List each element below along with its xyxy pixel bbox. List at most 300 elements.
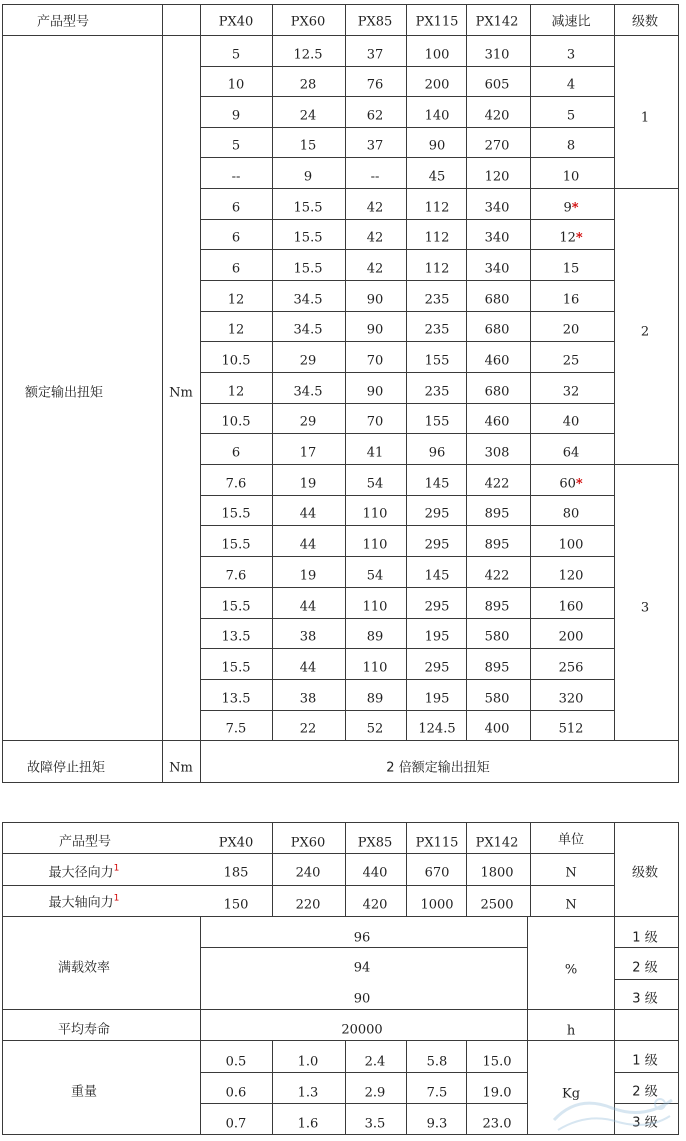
table-rule — [272, 885, 273, 917]
table-rule — [466, 157, 467, 189]
torque-value-text: 200 — [424, 77, 450, 93]
table-rule — [2, 4, 679, 5]
torque-value-text: 400 — [484, 721, 510, 737]
table-rule — [406, 433, 407, 465]
star-marker: * — [575, 230, 583, 246]
table-rule — [406, 648, 407, 680]
torque-value-text: 12 — [227, 384, 245, 400]
torque-value-text: 460 — [484, 414, 510, 430]
table-rule — [614, 587, 615, 619]
efficiency-stage — [632, 962, 657, 975]
torque-value — [222, 355, 251, 368]
table-rule — [466, 127, 467, 158]
table-rule — [345, 35, 346, 67]
torque-value — [367, 140, 384, 153]
torque-value-text: 6 — [231, 230, 241, 246]
weight-value-text: 7.5 — [426, 1085, 448, 1101]
weight-value-text: 0.5 — [225, 1054, 247, 1070]
torque-value — [300, 539, 317, 552]
table-rule — [466, 525, 467, 557]
table-rule — [406, 341, 407, 373]
table-rule — [530, 618, 531, 649]
ratio-value — [559, 570, 584, 583]
torque-value — [425, 601, 450, 614]
header-model — [219, 16, 254, 29]
table-rule — [200, 710, 615, 711]
table-rule — [406, 525, 407, 557]
torque-value — [232, 232, 240, 245]
table-rule — [466, 885, 467, 917]
table-rule — [406, 495, 407, 526]
table-rule — [272, 311, 273, 342]
table-rule — [406, 249, 407, 281]
torque-value-text: 460 — [484, 353, 510, 369]
rated-torque-label-text: 额定输出扭矩 — [24, 385, 104, 401]
table-rule — [345, 495, 346, 526]
header-model-text: PX60 — [290, 14, 326, 30]
torque-value — [425, 631, 450, 644]
header-model-text: PX142 — [475, 14, 519, 30]
torque-value — [367, 232, 384, 245]
table-rule — [272, 587, 273, 619]
lifetime-label — [58, 1024, 110, 1037]
table-rule — [272, 853, 273, 886]
ratio-value — [559, 631, 584, 644]
table-rule — [466, 219, 467, 250]
torque-value-text: 15 — [299, 138, 317, 154]
bottom-header-model — [291, 837, 326, 850]
ratio-value — [559, 723, 584, 736]
torque-value — [300, 478, 317, 491]
table-rule — [406, 311, 407, 342]
table-rule — [530, 822, 531, 854]
table-rule — [530, 679, 531, 711]
radial-force-value — [363, 867, 388, 880]
efficiency-unit-text: % — [564, 962, 578, 978]
torque-value — [367, 693, 384, 706]
torque-value-text: 120 — [484, 169, 510, 185]
table-rule — [530, 4, 531, 36]
torque-value-text: 422 — [484, 476, 510, 492]
table-rule — [614, 979, 679, 980]
lifetime-unit — [567, 1025, 575, 1038]
table-rule — [406, 127, 407, 158]
axial-force-label — [48, 893, 120, 911]
torque-value — [425, 355, 450, 368]
torque-value — [367, 631, 384, 644]
table-rule — [466, 710, 467, 741]
torque-value-text: 44 — [299, 506, 317, 522]
axial-force-value-text: 1000 — [420, 897, 454, 913]
torque-value-text: 15.5 — [293, 261, 323, 277]
table-rule — [406, 4, 407, 36]
torque-value — [294, 294, 323, 307]
table-rule — [162, 740, 163, 783]
torque-value — [425, 386, 450, 399]
torque-value-text: 45 — [428, 169, 446, 185]
table-rule — [530, 311, 531, 342]
torque-value-text: 70 — [366, 414, 384, 430]
torque-value — [363, 508, 388, 521]
efficiency-value-text: 90 — [353, 991, 371, 1007]
torque-value-text: 10.5 — [221, 353, 251, 369]
axial-force-value — [480, 899, 513, 912]
torque-value — [232, 140, 240, 153]
table-rule — [272, 219, 273, 250]
table-rule — [2, 822, 679, 823]
radial-force-label — [48, 863, 120, 881]
bottom-header-model-text: PX142 — [475, 835, 519, 851]
torque-value-text: 52 — [366, 721, 384, 737]
footnote-marker: 1 — [113, 893, 120, 904]
table-rule — [466, 587, 467, 619]
torque-value-text: 110 — [362, 506, 388, 522]
weight-value-text: 23.0 — [482, 1116, 512, 1132]
emergency-stop-label-text: 故障停止扭矩 — [26, 760, 106, 776]
torque-value-text: 895 — [484, 537, 510, 553]
ratio-value-text: 10 — [562, 169, 580, 185]
torque-value-text: -- — [231, 169, 241, 185]
radial-force-value-text: 185 — [223, 865, 249, 881]
efficiency-label-text: 满载效率 — [57, 960, 111, 976]
table-rule — [530, 710, 531, 741]
torque-value-text: 12.5 — [293, 47, 323, 63]
torque-value — [232, 171, 241, 184]
torque-value-text: 41 — [366, 445, 384, 461]
ratio-value — [563, 202, 578, 215]
ratio-value-text: 16 — [562, 292, 580, 308]
torque-value-text: 62 — [366, 108, 384, 124]
table-rule — [200, 4, 201, 36]
torque-value — [232, 447, 240, 460]
bottom-header-model — [219, 837, 254, 850]
torque-value — [367, 355, 384, 368]
bottom-header-unit-text: 单位 — [557, 832, 585, 848]
table-rule — [614, 464, 679, 465]
table-rule — [406, 710, 407, 741]
torque-value-text: 37 — [366, 138, 384, 154]
lifetime-value — [341, 1024, 382, 1037]
torque-value — [222, 662, 251, 675]
table-rule — [466, 35, 467, 67]
radial-force-value-text: 240 — [295, 865, 321, 881]
torque-value — [222, 508, 251, 521]
ratio-value-text: 120 — [558, 568, 584, 584]
table-rule — [272, 157, 273, 189]
table-rule — [272, 403, 273, 434]
torque-value — [222, 416, 251, 429]
ratio-value — [563, 386, 580, 399]
table-rule — [530, 341, 531, 373]
torque-value — [294, 324, 323, 337]
torque-value-text: 895 — [484, 506, 510, 522]
ratio-value-text: 4 — [566, 77, 576, 93]
axial-force-value — [224, 899, 249, 912]
table-rule — [345, 127, 346, 158]
header-model-text: PX40 — [218, 14, 254, 30]
torque-value-text: 17 — [299, 445, 317, 461]
table-rule — [200, 1040, 201, 1135]
torque-value-text: 38 — [299, 691, 317, 707]
efficiency-stage — [632, 993, 657, 1006]
torque-value — [367, 110, 384, 123]
table-rule — [2, 35, 679, 36]
radial-force-value — [425, 867, 450, 880]
torque-value — [300, 570, 317, 583]
table-rule — [406, 280, 407, 312]
table-rule — [530, 35, 531, 67]
weight-value — [365, 1056, 386, 1069]
bottom-header-product-model-text: 产品型号 — [58, 834, 112, 850]
torque-value — [222, 539, 251, 552]
table-rule — [614, 495, 615, 526]
axial-force-unit-text: N — [565, 897, 577, 913]
table-rule — [345, 433, 346, 465]
table-rule — [406, 35, 407, 67]
table-rule — [345, 372, 346, 404]
table-rule — [530, 433, 531, 465]
table-rule — [614, 157, 615, 189]
weight-value-text: 1.3 — [297, 1085, 319, 1101]
torque-value — [429, 171, 446, 184]
torque-value-text: 54 — [366, 568, 384, 584]
table-rule — [200, 1009, 201, 1041]
torque-value-text: 124.5 — [418, 721, 456, 737]
efficiency-unit — [565, 964, 577, 977]
torque-value — [300, 693, 317, 706]
torque-value — [367, 478, 384, 491]
torque-value-text: 34.5 — [293, 384, 323, 400]
header-model-text: PX115 — [415, 14, 459, 30]
torque-value — [367, 202, 384, 215]
table-rule — [345, 885, 346, 917]
table-rule — [530, 853, 531, 886]
table-rule — [466, 495, 467, 526]
torque-value — [228, 294, 245, 307]
table-rule — [530, 587, 531, 619]
weight-value — [427, 1056, 448, 1069]
table-rule — [614, 341, 615, 373]
torque-value — [485, 324, 510, 337]
ratio-value — [567, 49, 575, 62]
table-rule — [200, 311, 615, 312]
weight-value-text: 0.7 — [225, 1116, 247, 1132]
table-rule — [272, 188, 273, 220]
header-model — [416, 16, 459, 29]
torque-value-text: 100 — [424, 47, 450, 63]
torque-value — [367, 263, 384, 276]
table-rule — [200, 66, 615, 67]
torque-value-text: 140 — [424, 108, 450, 124]
torque-value-text: 195 — [424, 629, 450, 645]
header-model-text: PX85 — [357, 14, 393, 30]
torque-value-text: 680 — [484, 322, 510, 338]
table-rule — [614, 372, 615, 404]
torque-value — [485, 355, 510, 368]
table-rule — [345, 188, 346, 220]
weight-value — [483, 1087, 512, 1100]
torque-value-text: 10.5 — [221, 414, 251, 430]
torque-value — [429, 447, 446, 460]
axial-force-value-text: 2500 — [480, 897, 514, 913]
table-rule — [272, 495, 273, 526]
torque-value-text: 295 — [424, 506, 450, 522]
weight-stage — [632, 1086, 657, 1099]
table-rule — [345, 341, 346, 373]
torque-value-text: 28 — [299, 77, 317, 93]
table-rule — [200, 249, 615, 250]
torque-value — [485, 601, 510, 614]
torque-value — [294, 49, 323, 62]
torque-value-text: 270 — [484, 138, 510, 154]
ratio-value-text: 40 — [562, 414, 580, 430]
ratio-value — [559, 693, 584, 706]
table-rule — [272, 679, 273, 711]
efficiency-label — [58, 962, 110, 975]
torque-value — [418, 723, 455, 736]
ratio-value-text: 60 — [559, 476, 576, 492]
table-rule — [614, 525, 615, 557]
table-rule — [614, 188, 615, 220]
torque-value — [485, 263, 510, 276]
table-rule — [466, 249, 467, 281]
efficiency-stage-text: 3 级 — [632, 991, 658, 1007]
table-rule — [345, 648, 346, 680]
table-rule — [162, 4, 163, 36]
table-rule — [272, 525, 273, 557]
torque-value-text: 15.5 — [293, 230, 323, 246]
torque-value — [300, 601, 317, 614]
torque-value — [367, 79, 384, 92]
table-rule — [272, 35, 273, 67]
table-rule — [272, 1040, 273, 1135]
torque-value-text: 15.5 — [221, 660, 251, 676]
table-rule — [614, 4, 615, 36]
weight-value-text: 5.8 — [426, 1054, 448, 1070]
table-rule — [272, 4, 273, 36]
weight-value-text: 1.0 — [297, 1054, 319, 1070]
header-model — [476, 16, 519, 29]
ratio-value-text: 512 — [558, 721, 584, 737]
torque-value — [300, 110, 317, 123]
rated-torque-unit-text: Nm — [169, 385, 193, 401]
torque-value — [485, 110, 510, 123]
torque-value — [294, 263, 323, 276]
table-rule — [2, 1040, 679, 1041]
ratio-value — [559, 601, 584, 614]
weight-value — [365, 1118, 386, 1131]
table-rule — [272, 372, 273, 404]
header-ratio — [551, 16, 590, 29]
torque-value-text: 310 — [484, 47, 510, 63]
table-rule — [530, 66, 531, 97]
table-rule — [345, 96, 346, 128]
torque-value — [425, 662, 450, 675]
table-rule — [200, 280, 615, 281]
efficiency-value-text: 96 — [353, 930, 371, 946]
weight-value — [298, 1056, 319, 1069]
table-rule — [466, 341, 467, 373]
table-rule — [466, 280, 467, 312]
table-rule — [272, 341, 273, 373]
table-rule — [614, 1072, 679, 1073]
table-rule — [345, 464, 346, 496]
torque-value-text: 112 — [424, 261, 450, 277]
table-rule — [272, 822, 273, 854]
torque-value — [425, 79, 450, 92]
weight-value-text: 19.0 — [482, 1085, 512, 1101]
table-rule — [2, 740, 3, 783]
emergency-stop-value — [386, 762, 489, 775]
table-rule — [466, 372, 467, 404]
table-rule — [272, 464, 273, 496]
weight-stage-text: 3 级 — [632, 1115, 658, 1131]
axial-force-value — [420, 899, 453, 912]
table-rule — [466, 556, 467, 588]
table-rule — [466, 188, 467, 220]
ratio-value — [559, 232, 582, 245]
torque-value — [226, 570, 247, 583]
table-rule — [530, 372, 531, 404]
torque-value-text: 44 — [299, 599, 317, 615]
torque-value — [232, 49, 240, 62]
weight-label — [71, 1086, 97, 1099]
torque-value-text: 155 — [424, 414, 450, 430]
ratio-value-text: 5 — [566, 108, 576, 124]
table-rule — [614, 280, 615, 312]
torque-value — [485, 447, 510, 460]
star-marker: * — [571, 200, 579, 216]
torque-value-text: 295 — [424, 599, 450, 615]
torque-value — [300, 723, 317, 736]
table-rule — [530, 188, 531, 220]
table-rule — [272, 556, 273, 588]
table-rule — [530, 648, 531, 680]
ratio-value-text: 100 — [558, 537, 584, 553]
table-rule — [200, 648, 615, 649]
torque-value-text: 90 — [366, 384, 384, 400]
table-rule — [406, 618, 407, 649]
torque-value — [226, 723, 247, 736]
torque-value — [226, 478, 247, 491]
torque-value — [425, 202, 450, 215]
header-model — [291, 16, 326, 29]
torque-value-text: 29 — [299, 414, 317, 430]
torque-value-text: 308 — [484, 445, 510, 461]
table-rule — [200, 403, 615, 404]
stage-label-text: 1 — [640, 110, 650, 126]
torque-value — [425, 263, 450, 276]
ratio-value-text: 3 — [566, 47, 576, 63]
torque-value-text: 89 — [366, 629, 384, 645]
table-rule — [200, 947, 528, 948]
torque-value — [363, 662, 388, 675]
efficiency-stage-text: 1 级 — [632, 930, 658, 946]
table-rule — [200, 433, 615, 434]
table-rule — [200, 618, 615, 619]
torque-value-text: 340 — [484, 230, 510, 246]
table-rule — [200, 556, 615, 557]
table-rule — [406, 157, 407, 189]
bottom-header-model-text: PX60 — [290, 835, 326, 851]
weight-value-text: 15.0 — [482, 1054, 512, 1070]
table-rule — [345, 219, 346, 250]
torque-value — [294, 232, 323, 245]
table-rule — [272, 618, 273, 649]
torque-value — [485, 416, 510, 429]
ratio-value-text: 20 — [562, 322, 580, 338]
table-rule — [530, 525, 531, 557]
